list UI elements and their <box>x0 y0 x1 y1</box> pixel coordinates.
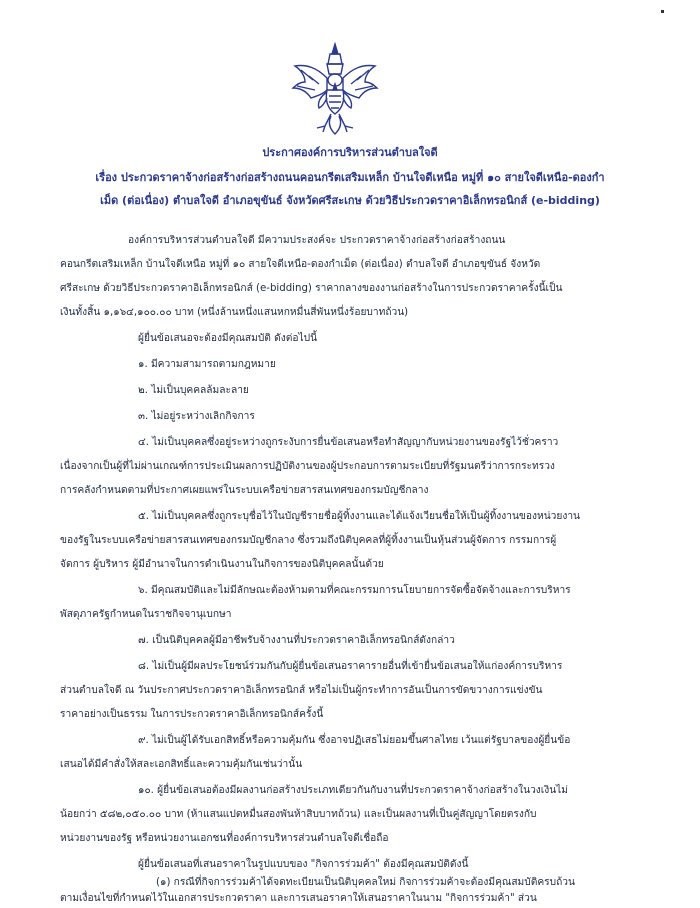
intro-line: องค์การบริหารส่วนตำบลใจดี มีความประสงค์จะ ประกวดราคาจ้างก่อสร้างก่อสร้างถนน <box>128 235 506 246</box>
qualification-item-7: ๗. เป็นนิติบุคคลผู้มีอาชีพรับจ้างงานที่ประกวดราคาอิเล็กทรอนิกส์ดังกล่าว <box>138 635 455 646</box>
qualification-item-8-cont: ส่วนตำบลใจดี ณ วันประกาศประกวดราคาอิเล็กทรอนิกส์ หรือไม่เป็นผู้กระทำการอันเป็นการขัดขวางการแข่งขัน <box>60 685 543 696</box>
qualification-item-4-cont: เนื่องจากเป็นผู้ที่ไม่ผ่านเกณฑ์การประเมินผลการปฏิบัติงานของผู้ประกอบการตามระเบียบที่รัฐมนตรีว่าการกระทรวง <box>60 461 555 472</box>
qualification-item-5: ๕. ไม่เป็นบุคคลซึ่งถูกระบุชื่อไว้ในบัญชีรายชื่อผู้ทิ้งงานและได้แจ้งเวียนชื่อให้เป็นผู้ทิ้งงานของหน่วยงาน <box>138 511 581 522</box>
qualification-item-4: ๔. ไม่เป็นบุคคลซึ่งอยู่ระหว่างถูกระงับการยื่นข้อเสนอหรือทำสัญญากับหน่วยงานของรัฐไว้ชั่วคราว <box>138 437 559 448</box>
qualification-item-5-cont: จัดการ ผู้บริหาร ผู้มีอำนาจในการดำเนินงานในกิจการของนิติบุคคลนั้นด้วย <box>60 559 384 570</box>
qualification-heading: ผู้ยื่นข้อเสนอจะต้องมีคุณสมบัติ ดังต่อไปนี้ <box>138 333 318 344</box>
qualification-item-10-cont: น้อยกว่า ๕๘๒,๐๕๐.๐๐ บาท (ห้าแสนแปดหมื่นสองพันห้าสิบบาทถ้วน) และเป็นผลงานที่เป็นคู่สัญญาโดยตรงกับ <box>60 809 537 820</box>
garuda-emblem-icon <box>287 40 383 136</box>
qualification-item-4-cont: การคลังกำหนดตามที่ประกาศเผยแพร่ในระบบเครือข่ายสารสนเทศของกรมบัญชีกลาง <box>60 485 429 496</box>
qualification-item-3: ๓. ไม่อยู่ระหว่างเลิกกิจการ <box>138 411 255 422</box>
qualification-item-2: ๒. ไม่เป็นบุคคลล้มละลาย <box>138 385 249 396</box>
corner-mark <box>661 10 664 13</box>
subject-line-1: เรื่อง ประกวดราคาจ้างก่อสร้างก่อสร้างถนนคอนกรีตเสริมเหล็ก บ้านใจดีเหนือ หมู่ที่ ๑๐ สายใจดีเหนือ-ดองกำ <box>95 171 605 184</box>
qualification-item-5-cont: ของรัฐในระบบเครือข่ายสารสนเทศของกรมบัญชีกลาง ซึ่งรวมถึงนิติบุคคลที่ผู้ทิ้งงานเป็นหุ้นส่วนผู้จัดการ กรรมการผู้ <box>60 535 557 546</box>
joint-venture-heading: ผู้ยื่นข้อเสนอที่เสนอราคาในรูปแบบของ "กิจการร่วมค้า" ต้องมีคุณสมบัติดังนี้ <box>138 859 469 870</box>
qualification-item-8: ๘. ไม่เป็นผู้มีผลประโยชน์ร่วมกันกับผู้ยื่นข้อเสนอราคารายอื่นที่เข้ายื่นข้อเสนอให้แก่องค์การบริหาร <box>138 661 563 672</box>
qualification-item-9: ๙. ไม่เป็นผู้ได้รับเอกสิทธิ์หรือความคุ้มกัน ซึ่งอาจปฏิเสธไม่ยอมขึ้นศาลไทย เว้นแต่รัฐบาลของผู้ยื่นข้อ <box>138 735 571 746</box>
intro-line: เงินทั้งสิ้น ๑,๑๖๔,๑๐๐.๐๐ บาท (หนึ่งล้านหนึ่งแสนหกหมื่นสี่พันหนึ่งร้อยบาทถ้วน) <box>60 307 409 318</box>
subject-line-2: เม็ด (ต่อเนื่อง) ตำบลใจดี อำเภอขุขันธ์ จังหวัดศรีสะเกษ ด้วยวิธีประกวดราคาอิเล็กทรอนิกส์ (e-bidding) <box>100 194 600 207</box>
joint-venture-item-1-cont: ตามเงื่อนไขที่กำหนดไว้ในเอกสารประกวดราคา และการเสนอราคาให้เสนอราคาในนาม "กิจการร่วมค้า" ส่วน <box>60 893 537 904</box>
intro-line: ศรีสะเกษ ด้วยวิธีประกวดราคาอิเล็กทรอนิกส์ (e-bidding) ราคากลางของงานก่อสร้างในการประกวดราคาครั้งนี้เป็น <box>60 283 563 294</box>
intro-line: คอนกรีตเสริมเหล็ก บ้านใจดีเหนือ หมู่ที่ ๑๐ สายใจดีเหนือ-ดองกำเม็ด (ต่อเนื่อง) ตำบลใจดี อำเภอขุขันธ์ จังหวัด <box>60 259 541 270</box>
qualification-item-9-cont: เสนอได้มีคำสั่งให้สละเอกสิทธิ์และความคุ้มกันเช่นว่านั้น <box>60 759 303 770</box>
document-title: ประกาศองค์การบริหารส่วนตำบลใจดี <box>262 146 438 159</box>
qualification-item-6-cont: พัสดุภาครัฐกำหนดในราชกิจจานุเบกษา <box>60 609 232 620</box>
qualification-item-1: ๑. มีความสามารถตามกฎหมาย <box>138 359 276 370</box>
qualification-item-8-cont: ราคาอย่างเป็นธรรม ในการประกวดราคาอิเล็กทรอนิกส์ครั้งนี้ <box>60 709 324 720</box>
qualification-item-10: ๑๐. ผู้ยื่นข้อเสนอต้องมีผลงานก่อสร้างประเภทเดียวกันกับงานที่ประกวดราคาจ้างก่อสร้างในวงเงินไม่ <box>138 785 569 796</box>
qualification-item-10-cont: หน่วยงานของรัฐ หรือหน่วยงานเอกชนที่องค์การบริหารส่วนตำบลใจดีเชื่อถือ <box>60 833 389 844</box>
joint-venture-item-1: (๑) กรณีที่กิจการร่วมค้าได้จดทะเบียนเป็นนิติบุคคลใหม่ กิจการร่วมค้าจะต้องมีคุณสมบัติครบถ้วน <box>156 877 575 888</box>
qualification-item-6: ๖. มีคุณสมบัติและไม่มีลักษณะต้องห้ามตามที่คณะกรรมการนโยบายการจัดซื้อจัดจ้างและการบริหาร <box>138 585 571 596</box>
